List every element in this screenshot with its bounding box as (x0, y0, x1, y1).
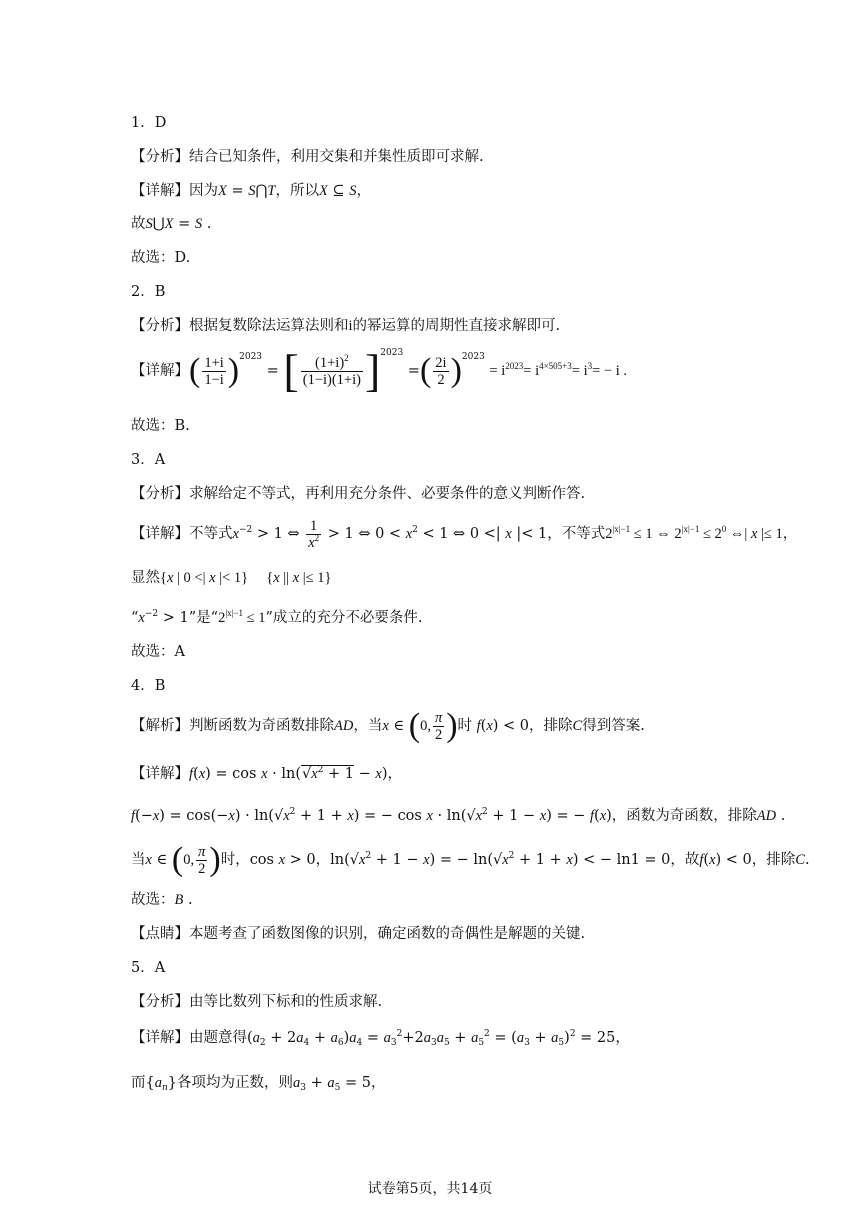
q1-line2: 故S⋃X = S . (131, 216, 212, 232)
q1-analysis: 【分析】结合已知条件，利用交集和并集性质即可求解. (131, 149, 484, 165)
q2-choice: 故选：B. (131, 418, 190, 434)
q1-choice: 故选：D. (131, 250, 191, 266)
q4-comment: 【点睛】本题考查了函数图像的识别，确定函数的奇偶性是解题的关键. (131, 926, 586, 942)
page-footer: 试卷第5页，共14页 (367, 1181, 493, 1197)
q4-detail: 【详解】$f(x) = \cos x \cdot \ln(√x^2 + 1 - x)$， (131, 765, 402, 782)
q3-answer: 3．A (131, 452, 166, 468)
q3-analysis: 【分析】求解给定不等式，再利用充分条件、必要条件的意义判断作答. (131, 486, 586, 502)
q1-answer: 1．D (131, 115, 167, 131)
q3-choice: 故选：A (131, 644, 185, 660)
q2-analysis: 【分析】根据复数除法运算法则和i的幂运算的周期性直接求解即可. (131, 318, 561, 334)
q4-odd: $f(-x) = \cos(-x) \cdot \ln(√x^2 + 1 + x)$ = − $\cos x \cdot \ln(√x^2 + 1 - x)$ = − f(x)，函数为奇函数，排除AD . (131, 807, 786, 824)
q5-detail: 【详解】由题意得$(a_2 + 2a_4 + a_6)a_4 = a_3^2+2a_3a_5 + a_5^2 = (a_3 + a_5)^2 = 25$， (131, 1029, 630, 1048)
q3-obvious: 显然{x | 0 <| x |< 1} {x || x |≤ 1} (131, 570, 332, 586)
q4-when: 当x ∈ (0, $\frac{\pi}{2}$ )时，cos x > 0，$\ln(√x^2 + 1 - x)$ = − $\ln(√x^2 + 1 + x)$ < − ln1 = 0，故f(x) < 0，排除C. (131, 841, 810, 878)
q1-detail: 【详解】因为X = S⋂T，所以X ⊆ S， (131, 183, 371, 199)
q3-detail: 【详解】不等式$x^{-2} > 1$ ⇔ $\frac{1}{x^2}$ > 1 ⇔ $0 < x^2 < 1$ ⇔ 0 <| x |< 1，不等式$2^{|x|-1} \le 1$ ⇔ $2^{|x|-1} \le 2^0$ ⇔| x |≤ 1， (131, 517, 798, 551)
q3-conclusion: “$x^{-2} > 1$”是“$2^{|x|-1} \le 1$”成立的充分不必要条件. (131, 608, 423, 626)
q2-detail: 【详解】( $\frac{1+i}{1-i}$ )$^{2023}$ = [ $\frac{(1+i)^2}{(1-i)(1+i)}$ ]$^{2023}$ =( $\frac{2i}{2}$ )$^{2023} = i^{2023}= i^{4\times 505+3}= i^3= - i$ . (131, 345, 627, 396)
q5-answer: 5．A (131, 960, 166, 976)
q5-positive: 而$\{a_n\}$各项均为正数，则$a_3 + a_5 = 5$， (131, 1075, 386, 1093)
q5-analysis: 【分析】由等比数列下标和的性质求解. (131, 994, 383, 1010)
q4-answer: 4．B (131, 678, 166, 694)
q2-answer: 2．B (131, 284, 166, 300)
q4-choice: 故选：B . (131, 892, 193, 908)
q4-analysis: 【解析】判断函数为奇函数排除AD，当x ∈ (0, $\frac{\pi}{2}$ )时 f(x) < 0，排除C得到答案. (131, 707, 645, 744)
